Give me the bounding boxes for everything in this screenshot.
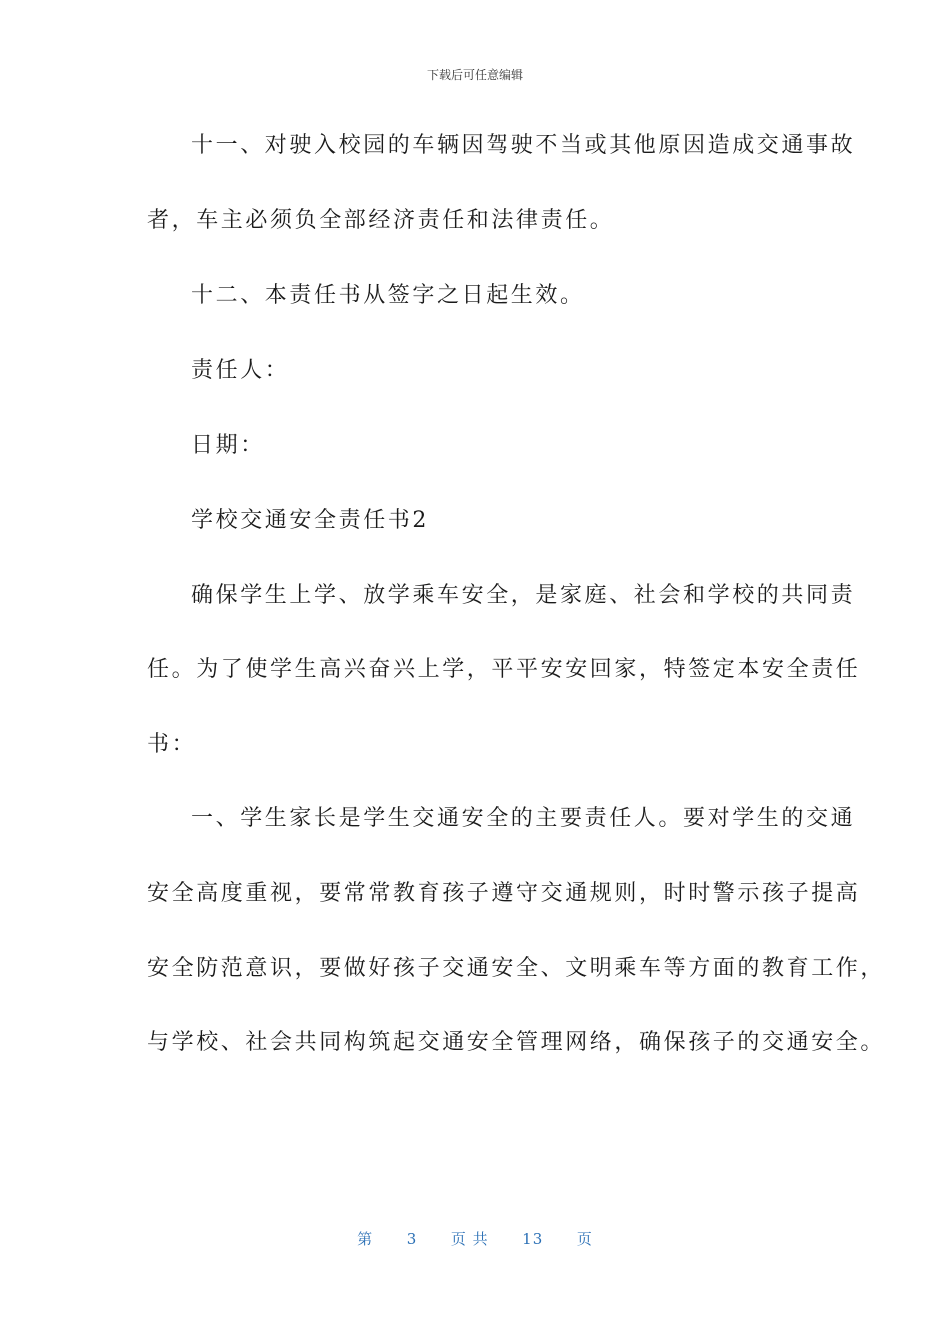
paragraph-line: 一、学生家长是学生交通安全的主要责任人。要对学生的交通 bbox=[191, 806, 856, 831]
footer-total-pages: 13 bbox=[522, 1230, 544, 1248]
page-footer bbox=[0, 1228, 950, 1249]
paragraph-line: 安全高度重视，要常常教育孩子遵守交通规则，时时警示孩子提高 bbox=[147, 881, 861, 906]
footer-prefix: 第 bbox=[357, 1230, 374, 1248]
paragraph-line: 十一、对驶入校园的车辆因驾驶不当或其他原因造成交通事故 bbox=[191, 133, 856, 158]
paragraph-line: 十二、本责任书从签字之日起生效。 bbox=[191, 283, 585, 308]
paragraph-line: 书： bbox=[147, 732, 197, 757]
footer-middle: 页 共 bbox=[450, 1230, 489, 1248]
footer-suffix: 页 bbox=[576, 1230, 593, 1248]
header-note: 下载后可任意编辑 bbox=[426, 68, 523, 82]
paragraph-line: 与学校、社会共同构筑起交通安全管理网络，确保孩子的交通安全。 bbox=[147, 1030, 886, 1055]
paragraph-line: 确保学生上学、放学乘车安全，是家庭、社会和学校的共同责 bbox=[191, 583, 856, 608]
section-title: 学校交通安全责任书2 bbox=[191, 508, 429, 533]
paragraph-line: 者，车主必须负全部经济责任和法律责任。 bbox=[147, 208, 615, 233]
signature-label: 责任人： bbox=[191, 358, 290, 383]
date-label: 日期： bbox=[191, 433, 265, 458]
paragraph-line: 任。为了使学生高兴奋兴上学，平平安安回家，特签定本安全责任 bbox=[147, 657, 861, 682]
paragraph-line: 安全防范意识，要做好孩子交通安全、文明乘车等方面的教育工作， bbox=[147, 956, 886, 981]
footer-current-page: 3 bbox=[406, 1230, 418, 1248]
